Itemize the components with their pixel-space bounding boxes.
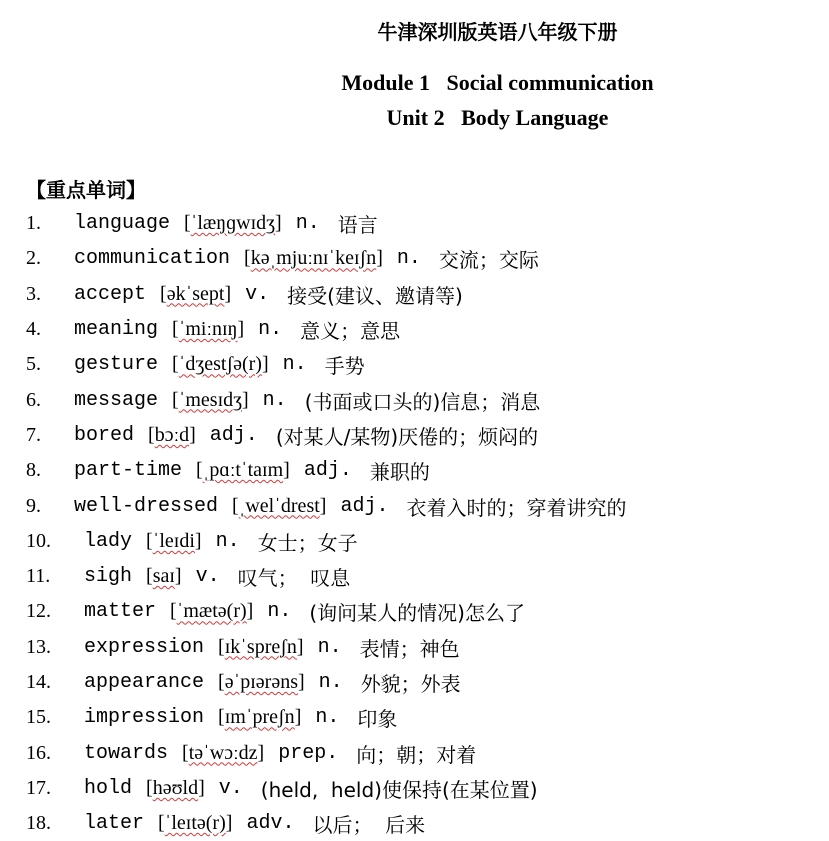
vocab-number: 9. bbox=[26, 494, 41, 517]
vocab-phonetic: ˈleɪdi bbox=[152, 529, 195, 552]
phonetic-bracket-open: [ bbox=[172, 318, 179, 341]
vocab-meaning: 表情；神色 bbox=[359, 636, 460, 661]
vocab-word: well-dressed bbox=[74, 494, 219, 518]
vocab-meaning: 语言 bbox=[337, 213, 378, 238]
vocab-phonetic: ɪmˈpreʃn bbox=[224, 706, 295, 729]
vocab-part-of-speech: v. bbox=[218, 776, 243, 800]
phonetic-bracket-open: [ bbox=[146, 529, 153, 552]
phonetic-bracket-close: ] bbox=[298, 671, 305, 693]
vocab-phonetic: ˈleɪtə(r) bbox=[164, 812, 226, 835]
phonetic-bracket-open: [ bbox=[172, 388, 179, 411]
vocab-row bbox=[26, 347, 626, 382]
phonetic-bracket-open: [ bbox=[146, 565, 153, 588]
phonetic-bracket-close: ] bbox=[242, 388, 249, 411]
phonetic-bracket-close: ] bbox=[189, 423, 196, 446]
vocab-word: towards bbox=[84, 741, 169, 765]
phonetic-bracket-close: ] bbox=[261, 353, 269, 376]
vocab-word: bored bbox=[74, 423, 135, 447]
vocab-row bbox=[26, 488, 626, 523]
vocab-row bbox=[26, 241, 626, 276]
vocab-meaning: (held, held)使保持(在某位置) bbox=[260, 777, 538, 802]
vocab-phonetic: əkˈsept bbox=[166, 282, 225, 305]
vocab-number: 4. bbox=[26, 318, 41, 341]
vocab-meaning: 女士；女子 bbox=[257, 530, 358, 555]
vocab-part-of-speech: adv. bbox=[246, 812, 295, 836]
vocab-word: appearance bbox=[84, 671, 205, 694]
vocab-phonetic: ɪkˈspreʃn bbox=[224, 635, 297, 658]
vocab-number: 7. bbox=[26, 423, 41, 446]
phonetic-bracket-open: [ bbox=[172, 353, 179, 376]
phonetic-bracket-close: ] bbox=[294, 706, 302, 729]
vocab-word: language bbox=[74, 212, 171, 236]
vocab-word: hold bbox=[84, 776, 133, 800]
vocab-word: impression bbox=[84, 706, 205, 730]
vocab-number: 18. bbox=[26, 812, 51, 835]
vocab-phonetic: ˈmiːnɪŋ bbox=[178, 318, 238, 341]
vocab-number: 2. bbox=[26, 247, 41, 270]
vocab-row bbox=[26, 453, 626, 488]
vocab-meaning: 交流；交际 bbox=[438, 248, 539, 273]
phonetic-bracket-open: [ bbox=[158, 812, 165, 835]
phonetic-bracket-open: [ bbox=[146, 776, 153, 799]
vocab-phonetic: ˈmætə(r) bbox=[176, 600, 247, 623]
vocab-meaning: 接受(建议、邀请等) bbox=[287, 283, 463, 308]
phonetic-bracket-close: ] bbox=[296, 635, 304, 658]
vocab-phonetic: bɔːd bbox=[154, 423, 190, 446]
vocab-meaning: 印象 bbox=[357, 707, 398, 732]
phonetic-bracket-open: [ bbox=[232, 494, 239, 517]
vocab-word: lady bbox=[84, 529, 133, 553]
vocab-meaning: (询问某人的情况)怎么了 bbox=[309, 601, 525, 626]
phonetic-bracket-close: ] bbox=[198, 776, 205, 799]
vocab-part-of-speech: n. bbox=[282, 353, 307, 377]
vocab-row bbox=[26, 277, 626, 312]
phonetic-bracket-close: ] bbox=[237, 318, 245, 341]
vocab-row bbox=[26, 700, 626, 735]
vocab-part-of-speech: n. bbox=[317, 635, 342, 659]
vocab-row bbox=[26, 806, 626, 841]
vocab-phonetic: əˈpɪərəns bbox=[224, 671, 298, 693]
phonetic-bracket-close: ] bbox=[257, 741, 265, 764]
vocab-number: 8. bbox=[26, 459, 41, 482]
module-title: Module 1 Social communication bbox=[341, 70, 654, 95]
vocab-phonetic: ˈdʒestʃə(r) bbox=[178, 353, 262, 376]
vocab-part-of-speech: v. bbox=[195, 565, 220, 589]
phonetic-bracket-open: [ bbox=[184, 212, 191, 235]
vocab-part-of-speech: prep. bbox=[278, 741, 339, 765]
vocab-word: part-time bbox=[74, 459, 183, 483]
vocab-meaning: 以后； 后来 bbox=[312, 813, 426, 838]
vocab-phonetic: ˈmesɪdʒ bbox=[178, 388, 242, 411]
vocab-phonetic: ˌpɑːtˈtaɪm bbox=[202, 459, 284, 482]
phonetic-bracket-close: ] bbox=[225, 812, 233, 835]
phonetic-bracket-close: ] bbox=[283, 459, 290, 482]
phonetic-bracket-close: ] bbox=[275, 212, 282, 235]
vocab-word: meaning bbox=[74, 318, 159, 342]
phonetic-bracket-open: [ bbox=[182, 741, 189, 764]
vocab-row bbox=[26, 594, 626, 629]
document-title: 牛津深圳版英语八年级下册 bbox=[377, 20, 618, 44]
vocab-number: 12. bbox=[26, 600, 51, 623]
phonetic-bracket-open: [ bbox=[148, 423, 155, 446]
vocab-phonetic: təˈwɔːdz bbox=[188, 741, 258, 764]
phonetic-bracket-open: [ bbox=[160, 282, 167, 305]
vocab-phonetic: saɪ bbox=[152, 565, 175, 588]
vocab-part-of-speech: adj. bbox=[340, 494, 389, 518]
vocab-word: matter bbox=[84, 600, 157, 624]
vocab-phonetic: həʊld bbox=[152, 776, 199, 799]
vocab-meaning: 衣着入时的；穿着讲究的 bbox=[406, 495, 627, 520]
vocab-number: 17. bbox=[26, 776, 51, 799]
vocab-number: 14. bbox=[26, 671, 51, 693]
vocab-meaning: 意义；意思 bbox=[300, 319, 401, 344]
vocab-part-of-speech: adj. bbox=[303, 459, 352, 483]
vocab-row bbox=[26, 524, 626, 559]
vocab-meaning: (对某人/某物)厌倦的；烦闷的 bbox=[275, 424, 539, 449]
phonetic-bracket-open: [ bbox=[218, 635, 225, 658]
vocab-phonetic: kəˌmjuːnɪˈkeɪʃn bbox=[250, 247, 377, 270]
vocab-row bbox=[26, 771, 626, 806]
vocab-meaning: 向；朝；对着 bbox=[356, 742, 477, 767]
phonetic-bracket-close: ] bbox=[246, 600, 254, 623]
vocab-number: 3. bbox=[26, 282, 41, 305]
vocab-number: 16. bbox=[26, 741, 51, 764]
vocab-part-of-speech: n. bbox=[295, 212, 320, 236]
vocab-word: communication bbox=[74, 247, 231, 271]
unit-title: Unit 2 Body Language bbox=[386, 105, 609, 130]
phonetic-bracket-close: ] bbox=[174, 565, 182, 588]
vocab-part-of-speech: n. bbox=[262, 388, 287, 412]
vocab-row bbox=[26, 206, 626, 241]
vocab-part-of-speech: v. bbox=[245, 282, 270, 306]
vocab-word: sigh bbox=[84, 565, 133, 589]
vocab-meaning: 兼职的 bbox=[369, 460, 430, 485]
phonetic-bracket-open: [ bbox=[196, 459, 203, 482]
vocab-meaning: (书面或口头的)信息；消息 bbox=[304, 389, 541, 414]
vocab-row bbox=[26, 630, 626, 665]
vocab-row bbox=[26, 735, 626, 770]
vocab-part-of-speech: adj. bbox=[209, 423, 258, 447]
vocab-part-of-speech: n. bbox=[318, 671, 343, 694]
vocab-number: 13. bbox=[26, 635, 51, 658]
vocab-meaning: 叹气； 叹息 bbox=[237, 566, 351, 591]
vocab-row bbox=[26, 382, 626, 417]
vocab-word: gesture bbox=[74, 353, 159, 377]
phonetic-bracket-close: ] bbox=[319, 494, 327, 517]
vocab-number: 11. bbox=[26, 565, 51, 588]
vocab-part-of-speech: n. bbox=[258, 318, 283, 342]
vocab-row bbox=[26, 559, 626, 594]
vocab-part-of-speech: n. bbox=[215, 529, 240, 553]
vocab-meaning: 手势 bbox=[324, 354, 365, 379]
vocab-row bbox=[26, 665, 626, 700]
vocab-meaning: 外貌；外表 bbox=[360, 672, 461, 696]
vocab-part-of-speech: n. bbox=[267, 600, 292, 624]
vocab-phonetic: ˌwelˈdrest bbox=[238, 494, 320, 517]
vocab-part-of-speech: n. bbox=[315, 706, 340, 730]
vocab-number: 10. bbox=[26, 529, 51, 552]
section-heading-key-words: 【重点单词】 bbox=[26, 178, 146, 202]
vocab-word: message bbox=[74, 388, 159, 412]
vocab-number: 15. bbox=[26, 706, 51, 729]
vocab-number: 5. bbox=[26, 353, 41, 376]
vocab-row bbox=[26, 418, 626, 453]
vocab-list bbox=[26, 206, 626, 841]
phonetic-bracket-open: [ bbox=[244, 247, 251, 270]
phonetic-bracket-open: [ bbox=[170, 600, 177, 623]
vocab-number: 1. bbox=[26, 212, 41, 235]
phonetic-bracket-close: ] bbox=[194, 529, 202, 552]
phonetic-bracket-close: ] bbox=[224, 282, 232, 305]
phonetic-bracket-close: ] bbox=[376, 247, 383, 270]
vocab-phonetic: ˈlæŋɡwɪdʒ bbox=[190, 212, 276, 235]
vocab-word: accept bbox=[74, 282, 147, 306]
vocab-word: expression bbox=[84, 635, 205, 659]
phonetic-bracket-open: [ bbox=[218, 671, 225, 693]
vocab-word: later bbox=[84, 812, 145, 836]
phonetic-bracket-open: [ bbox=[218, 706, 225, 729]
vocab-part-of-speech: n. bbox=[396, 247, 421, 271]
vocab-row bbox=[26, 312, 626, 347]
vocab-number: 6. bbox=[26, 388, 41, 411]
